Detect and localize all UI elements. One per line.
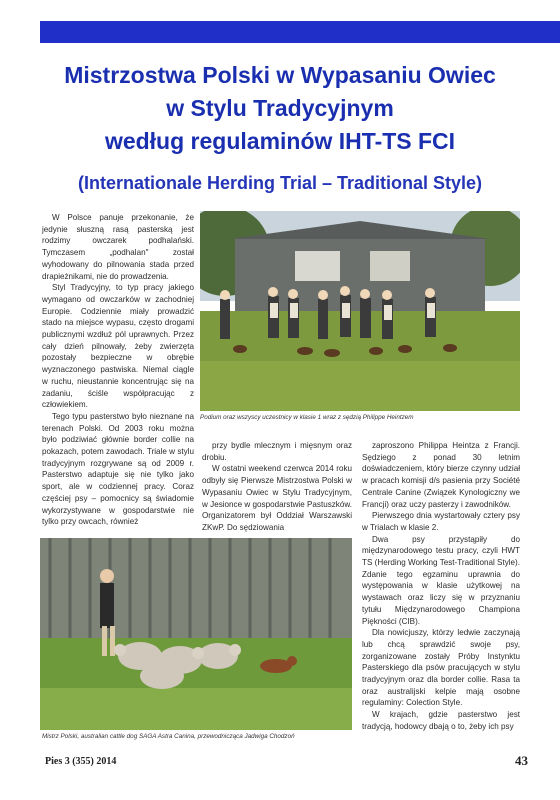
paragraph: zaproszono Philippa Heintza z Francji. Sędziego z ponad 30 letnim doświadczeniem, który bierze czynny udział w pracach komisji d/s pasienia przy Société Centrale Canine (Związek Kynologiczny we Francji) oraz uczy pasterzy i zawodników.: [362, 441, 520, 509]
paragraph: przy bydle mlecznym i mięsnym oraz drobiu.: [202, 441, 352, 462]
bottom-photo-caption: Mistrz Polski, australian cattle dog SAGA Astra Canina, przewodnicząca Jadwiga Chodzoń: [42, 733, 295, 740]
article-column-1: [42, 212, 194, 528]
bottom-photo: [40, 538, 352, 730]
paragraph: Pierwszego dnia wystartowały cztery psy w Trialach w klasie 2.: [362, 511, 520, 532]
title-line-3: według regulaminów IHT-TS FCI: [104, 128, 456, 154]
header-bar: [40, 21, 560, 43]
subtitle: (Internationale Herding Trial – Traditional Style): [77, 173, 483, 193]
paragraph: W krajach, gdzie pasterstwo jest tradycją, hodowcy dbają o to, żeby ich psy: [362, 710, 520, 731]
top-photo: [200, 211, 520, 411]
top-photo-caption: Podium oraz wszyscy uczestnicy w klasie 1 wraz z sędzią Philippe Heintzem: [200, 414, 414, 421]
paragraph: Dla nowicjuszy, którzy ledwie zaczynają lub chcą sprawdzić swoje psy, zorganizowane zostały Próby Instynktu Pasterskiego dla psów pracujących w stylu tradycyjnym oraz dla border collie. Rasa ta oraz australijski kelpie mają osobne regulaminy: Colection Style.: [362, 628, 520, 708]
paragraph: Styl Tradycyjny, to typ pracy jakiego wymagano od owczarków w zachodniej Europie. Codziennie miały prowadzić stado na miejsce wypasu, często drogami publicznymi wzdłuż pól uprawnych. Przez cały dzień pilnowały, żeby zwierzęta pozostały bezpieczne w obrębie wyznaczonego pastwiska. Niemal ciągle w ruchu, nieustannie koncentrując się na zadaniu, ściśle współpracując z człowiekiem.: [42, 283, 194, 410]
herding-scene-image: [40, 538, 352, 730]
magazine-issue: Pies 3 (355) 2014: [45, 756, 117, 767]
title-line-2: w Stylu Tradycyjnym: [166, 95, 394, 121]
article-column-2: [202, 440, 352, 534]
paragraph: Dwa psy przystąpiły do międzynarodowego testu pracy, czyli HWT TS (Herding Working Test-Traditional Style). Zdanie tego egzaminu uprawnia do występowania w klasie użytkowej na wystawach oraz liczy się w przyznaniu tytułu Międzynarodowego Championa Piękności (CIB).: [362, 534, 520, 626]
participants-group-image: [200, 211, 520, 411]
paragraph: W ostatni weekend czerwca 2014 roku odbyły się Pierwsze Mistrzostwa Polski w Wypasaniu Owiec w Stylu Tradycyjnym, w Jesionce w gospodarstwie Pastuszków. Organizatorem był Oddział Warszawski ZKwP. Do sędziowania: [202, 464, 352, 532]
page-number: 43: [515, 753, 528, 768]
title-line-1: Mistrzostwa Polski w Wypasaniu Owiec: [64, 62, 496, 88]
article-column-3: [362, 440, 520, 733]
paragraph: W Polsce panuje przekonanie, że jedynie słuszną rasą pasterską jest rodzimy owczarek podhalański. Tymczasem „podhalan" został wyhodowany do pilnowania stada przed drapieżnikami, nie do prowadzenia.: [42, 213, 194, 281]
paragraph: Tego typu pasterstwo było nieznane na terenach Polski. Od 2003 roku można było podziwiać głównie border collie na pokazach, potem zawodach. Triale w stylu tradycyjnym rozgrywane są od 2009 r. Pasterstwo adaptuje się nie tylko jako sport, ale w codziennej pracy. Coraz częściej psy – pomocnicy są świadomie wykorzystywane w gospodarstwie nie tylko przy owcach, również: [42, 411, 194, 527]
